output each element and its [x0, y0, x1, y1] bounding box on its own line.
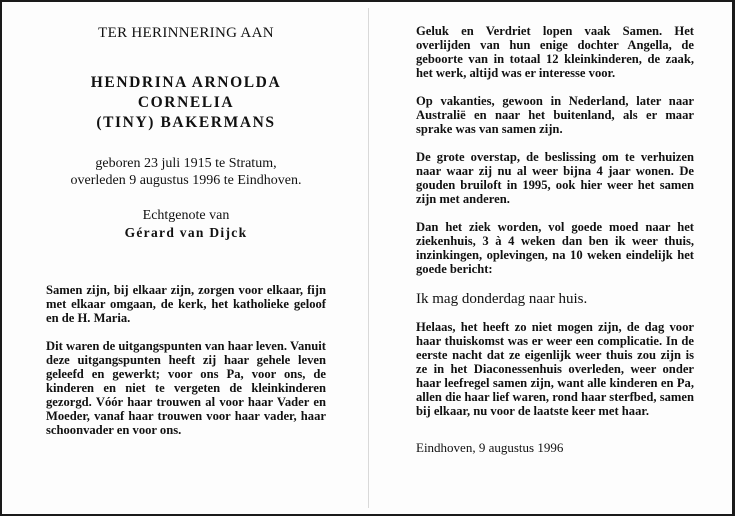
quote-line: Ik mag donderdag naar huis.	[416, 291, 588, 307]
card-heading: TER HERINNERING AAN	[98, 25, 274, 41]
right-paragraph-2: Op vakanties, gewoon in Nederland, later naar Australië en naar het buitenland, als er maar sprake was van samen zijn.	[416, 94, 694, 136]
right-paragraph-4: Dan het ziek worden, vol goede moed naar het ziekenhuis, 3 à 4 weken dan ben ik weer thuis, inzinkingen, oplevingen, na 10 weken eindelijk het goede bericht:	[416, 220, 694, 276]
right-paragraph-3: De grote overstap, de beslissing om te verhuizen naar waar zij nu al weer bijna 4 jaar wonen. De gouden bruiloft in 1995, ook hier weer het samen zijn met anderen.	[416, 150, 694, 206]
left-paragraph-2: Dit waren de uitgangspunten van haar leven. Vanuit deze uitgangspunten heeft zij haar gehele leven geleefd en gewerkt; voor ons Pa, voor ons, de kinderen en niet te vergeten de kleinkinderen gezorgd. Vóór haar trouwen al voor haar Vader en Moeder, vanaf haar trouwen voor haar vader, haar schoonvader en voor ons.	[46, 339, 326, 437]
left-panel	[46, 24, 326, 437]
right-paragraph-5: Helaas, het heeft zo niet mogen zijn, de dag voor haar thuiskomst was er weer een complicatie. In de eerste nacht dat ze eigenlijk weer thuis zou zijn is ze in het Diaconessenhuis overleden, weer onder haar leefregel samen zijn, want alle kinderen en Pa, allen die haar lief waren, rond haar sterfbed, samen bij elkaar, nu voor de laatste keer met haar.	[416, 320, 694, 418]
spouse-name: Gérard van Dijck	[124, 225, 248, 240]
deceased-name-line-1: HENDRINA ARNOLDA	[90, 74, 282, 91]
left-paragraph-1: Samen zijn, bij elkaar zijn, zorgen voor elkaar, fijn met elkaar omgaan, de kerk, het katholieke geloof en de H. Maria.	[46, 283, 326, 325]
right-paragraph-1: Geluk en Verdriet lopen vaak Samen. Het overlijden van hun enige dochter Angella, de geboorte van in totaal 12 kleinkinderen, de zaak, het werk, altijd was er interesse voor.	[416, 24, 694, 80]
signoff-line: Eindhoven, 9 augustus 1996	[416, 440, 564, 455]
spouse-label: Echtgenote van	[142, 208, 230, 223]
right-panel	[416, 24, 694, 456]
deceased-name-line-2: CORNELIA	[137, 94, 235, 111]
death-line: overleden 9 augustus 1996 te Eindhoven.	[70, 173, 302, 188]
deceased-name-line-3: (TINY) BAKERMANS	[96, 114, 276, 131]
birth-line: geboren 23 juli 1915 te Stratum,	[95, 156, 277, 171]
fold-line	[368, 8, 369, 508]
